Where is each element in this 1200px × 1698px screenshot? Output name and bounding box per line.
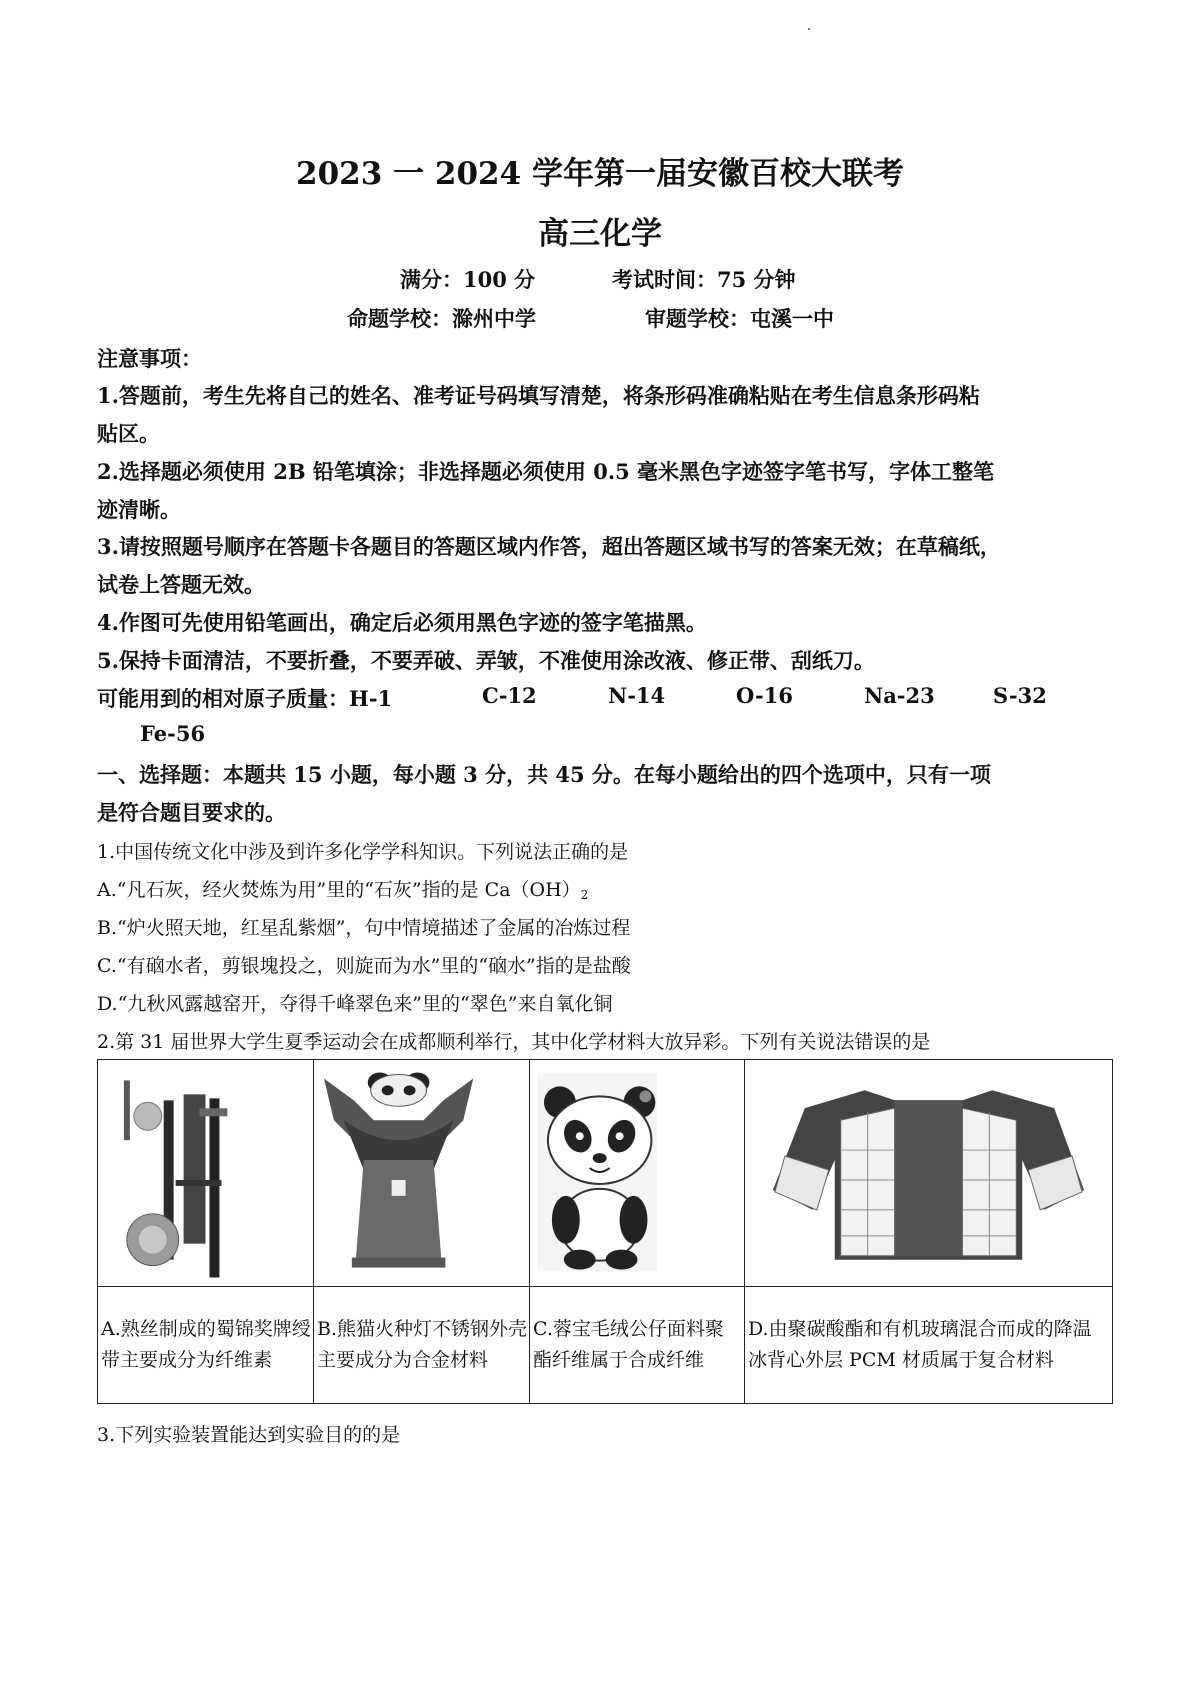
setter-school: 命题学校：滁州中学 [347, 306, 536, 331]
notice-item-3-cont: 试卷上答题无效。 [97, 572, 265, 597]
notice-item-2-cont: 迹清晰。 [97, 497, 181, 522]
notice-item-4: 4.作图可先使用铅笔画出，确定后必须用黑色字迹的签字笔描黑。 [97, 610, 707, 635]
q2-option-c: C.蓉宝毛绒公仔面料聚酯纤维属于合成纤维 [530, 1287, 745, 1404]
exam-subject: 高三化学 [538, 216, 662, 252]
scan-speck [808, 28, 810, 30]
q1-option-a-text: A.“凡石灰，经火焚炼为用”里的“石灰”指的是 Ca（OH） [97, 879, 581, 901]
reviewer-school: 审题学校：屯溪一中 [645, 306, 834, 331]
atomic-mass-s: S-32 [993, 683, 1047, 708]
q2-image-row [98, 1060, 1113, 1287]
atomic-mass-fe: Fe-56 [140, 721, 206, 746]
q1-option-c: C.“有硇水者，剪银塊投之，则旋而为水”里的“硇水”指的是盐酸 [97, 955, 631, 977]
q1-option-b: B.“炉火照天地，红星乱紫烟”，句中情境描述了金属的冶炼过程 [97, 917, 631, 939]
q2-image-d-cell [745, 1060, 1113, 1287]
exam-title: 2023 一 2024 学年第一届安徽百校大联考 [296, 156, 904, 192]
q2-option-b: B.熊猫火种灯不锈钢外壳主要成分为合金材料 [314, 1287, 530, 1404]
notice-heading: 注意事项： [97, 346, 202, 371]
atomic-mass-na: Na-23 [864, 683, 935, 708]
q2-text-row [98, 1287, 1113, 1404]
q2-stem: 2.第 31 届世界大学生夏季运动会在成都顺利举行，其中化学材料大放异彩。下列有关说法错误的是 [97, 1031, 931, 1053]
q2-image-a-cell [98, 1060, 314, 1287]
panda-torch-lamp-image [314, 1060, 529, 1286]
section-heading-cont: 是符合题目要求的。 [97, 800, 286, 825]
notice-item-5: 5.保持卡面清洁，不要折叠，不要弄破、弄皱，不准使用涂改液、修正带、刮纸刀。 [97, 648, 875, 673]
notice-item-1: 1.答题前，考生先将自己的姓名、准考证号码填写清楚，将条形码准确粘贴在考生信息条形码粘 [97, 383, 980, 408]
atomic-mass-c: C-12 [482, 683, 537, 708]
notice-item-3: 3.请按照题号顺序在答题卡各题目的答题区域内作答，超出答题区域书写的答案无效；在草稿纸， [97, 534, 1001, 559]
section-heading: 一、选择题：本题共 15 小题，每小题 3 分，共 45 分。在每小题给出的四个选项中，只有一项 [97, 762, 991, 787]
atomic-mass-label: 可能用到的相对原子质量：H-1 [97, 686, 393, 711]
q2-option-d: D.由聚碳酸酯和有机玻璃混合而成的降温冰背心外层 PCM 材质属于复合材料 [745, 1287, 1113, 1404]
q1-option-a-subscript: 2 [580, 888, 589, 902]
atomic-mass-o: O-16 [736, 683, 794, 708]
q2-image-b-cell [314, 1060, 530, 1287]
panda-mascot-image [530, 1060, 744, 1286]
q1-stem: 1.中国传统文化中涉及到许多化学学科知识。下列说法正确的是 [97, 841, 629, 863]
q2-option-a: A.熟丝制成的蜀锦奖牌绶带主要成分为纤维素 [98, 1287, 314, 1404]
q1-option-d: D.“九秋风露越窑开，夺得千峰翠色来”里的“翠色”来自氧化铜 [97, 993, 613, 1015]
cooling-vest-image [745, 1060, 1112, 1286]
exam-duration: 考试时间：75 分钟 [612, 267, 796, 292]
atomic-mass-n: N-14 [608, 683, 666, 708]
notice-item-1-cont: 贴区。 [97, 421, 160, 446]
full-score: 满分：100 分 [400, 267, 536, 292]
q2-image-c-cell [530, 1060, 745, 1287]
q2-option-table [97, 1059, 1113, 1404]
q1-option-a [97, 875, 588, 902]
medal-ribbon-image [98, 1060, 313, 1286]
notice-item-2: 2.选择题必须使用 2B 铅笔填涂；非选择题必须使用 0.5 毫米黑色字迹签字笔书写，字体工整笔 [97, 459, 995, 484]
q3-stem: 3.下列实验装置能达到实验目的的是 [97, 1424, 401, 1446]
